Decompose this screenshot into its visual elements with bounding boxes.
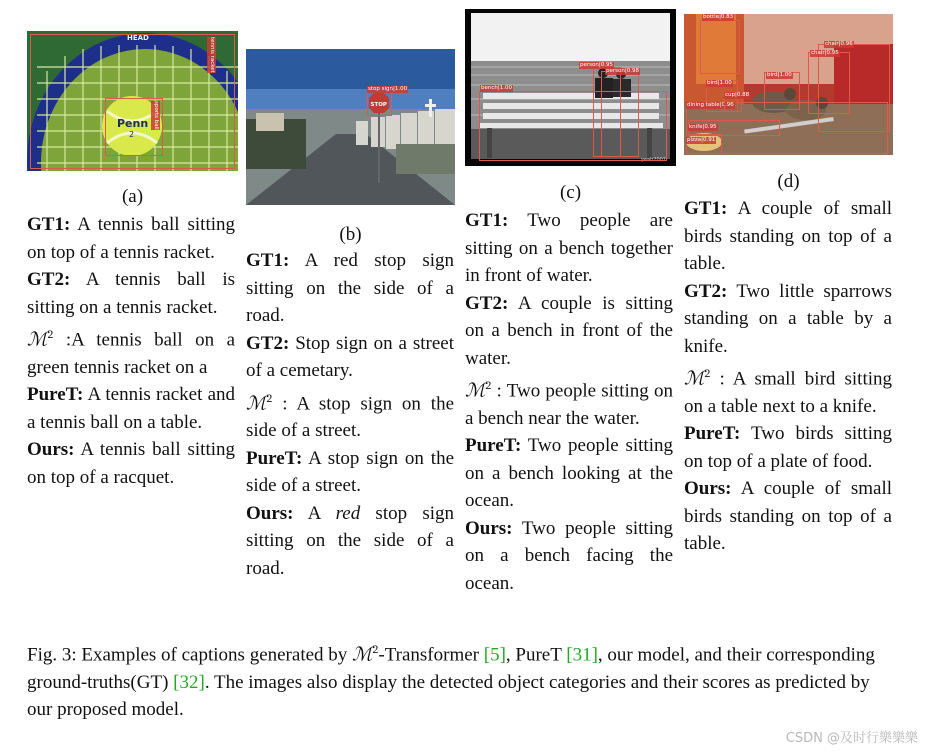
ball-text: Penn bbox=[117, 117, 149, 130]
figure-caption: Fig. 3: Examples of captions generated by ℳ$^2$-Transformer [5], PureT [31], our model, and their corresponding ground-truths(GT) [32]. The images also display the detected object categories and their scores as predicted by our proposed model. bbox=[27, 642, 875, 721]
detection-cup: cup|0.88 bbox=[725, 92, 750, 98]
citation-link[interactable]: [31] bbox=[566, 644, 598, 666]
street-scene bbox=[246, 49, 455, 205]
detection-chair-2: chair|0.95 bbox=[811, 50, 839, 56]
detection-pizza: pizza|0.91 bbox=[687, 137, 716, 143]
puret-caption: PureT: A stop sign on the side of a street. bbox=[246, 447, 454, 497]
puret-caption: PureT: Two birds sitting on top of a plate of food. bbox=[684, 423, 892, 472]
detection-ball: sports ball bbox=[153, 101, 159, 130]
m2-caption: ℳ$^2$ : A small bird sitting on a table next to a knife. bbox=[684, 366, 893, 417]
panel-b-captions bbox=[246, 247, 454, 582]
ball-number: 2 bbox=[129, 130, 135, 139]
gt1-caption: GT1: A red stop sign sitting on the side of a road. bbox=[246, 250, 455, 326]
detection-bird-1: bird|1.00 bbox=[767, 72, 792, 78]
ours-caption: Ours: Two people sitting on a bench facing the ocean. bbox=[465, 517, 673, 594]
racket-brand: HEAD bbox=[127, 34, 149, 42]
panel-b-image bbox=[246, 49, 455, 205]
panel-c-label: (c) bbox=[559, 182, 582, 203]
detection-person-2: person|0.98 bbox=[606, 68, 639, 74]
detection-bird-2: bird|1.00 bbox=[707, 80, 732, 86]
gt2-caption: GT2: Two little sparrows standing on a table by a knife. bbox=[684, 280, 892, 357]
m2-caption: ℳ$^2$ :A tennis ball on a green tennis racket on a bbox=[27, 327, 236, 378]
puret-caption: PureT: Two people sitting on a bench looking at the ocean. bbox=[465, 435, 673, 512]
ours-caption: Ours: A tennis ball sitting on top of a racquet. bbox=[27, 439, 235, 488]
gt1-caption: GT1: A couple of small birds standing on top of a table. bbox=[684, 198, 893, 274]
gt1-caption: GT1: A tennis ball sitting on top of a tennis racket. bbox=[27, 214, 236, 263]
panel-d-label: (d) bbox=[777, 171, 800, 192]
ours-caption: Ours: A couple of small birds standing on top of a table. bbox=[684, 478, 892, 555]
citation-link[interactable]: [32] bbox=[173, 671, 205, 693]
m2-caption: ℳ$^2$ : A stop sign on the side of a street. bbox=[246, 390, 455, 442]
puret-caption: PureT: A tennis racket and a tennis ball on a table. bbox=[27, 384, 235, 433]
panel-a-image bbox=[27, 31, 238, 171]
photo-credit: yeah2007 bbox=[641, 157, 666, 163]
gt2-caption: GT2: Stop sign on a street of a cemetary. bbox=[246, 332, 454, 381]
detection-bench: bench|1.00 bbox=[481, 85, 512, 91]
gt1-caption: GT1: Two people are sitting on a bench together in front of water. bbox=[465, 210, 673, 286]
detection-stop-sign: stop sign|1.00 bbox=[368, 86, 408, 92]
detection-dining-table: dining table|0.96 bbox=[687, 102, 734, 108]
gt2-caption: GT2: A couple is sitting on a bench in front of the water. bbox=[465, 292, 674, 369]
m2-caption: ℳ$^2$ : Two people sitting on a bench near the water. bbox=[465, 378, 673, 429]
panel-c-image bbox=[465, 9, 676, 166]
detection-bottle: bottle|0.83 bbox=[703, 14, 734, 20]
detection-racket: tennis racket bbox=[209, 37, 215, 73]
watermark: CSDN @及时行樂樂樂 bbox=[785, 731, 918, 746]
citation-link[interactable]: [5] bbox=[483, 644, 506, 666]
ours-caption: Ours: A red stop sign sitting on the side of a road. bbox=[246, 502, 454, 579]
panel-b-label: (b) bbox=[339, 224, 362, 245]
detection-person-1: person|0.95 bbox=[580, 62, 613, 68]
panel-c-captions bbox=[465, 207, 673, 597]
panel-a-label: (a) bbox=[121, 186, 144, 207]
panel-d-image bbox=[684, 14, 893, 155]
panel-a-captions bbox=[27, 211, 235, 491]
sign-text: STOP bbox=[370, 102, 387, 108]
detection-knife: knife|0.95 bbox=[689, 124, 717, 130]
detection-chair-1: chair|0.96 bbox=[825, 41, 853, 47]
panel-d-captions bbox=[684, 195, 892, 558]
gt2-caption: GT2: A tennis ball is sitting on a tennis racket. bbox=[27, 269, 235, 318]
